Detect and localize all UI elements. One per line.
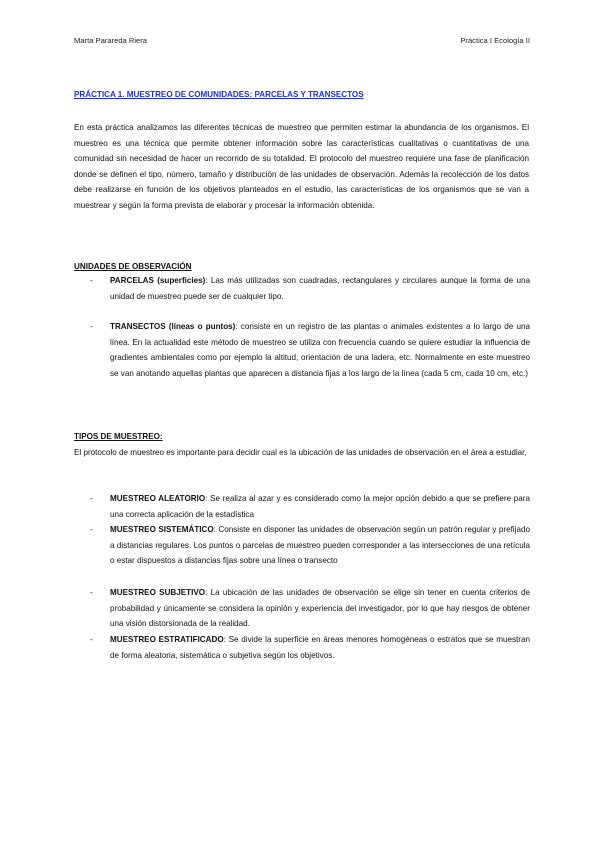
list-bullet: -: [90, 494, 93, 503]
types-heading: TIPOS DE MUESTREO:: [74, 432, 163, 441]
intro-paragraph: En esta práctica analizamos las diferentes técnicas de muestreo que permiten estimar la abundancia de los organismos. El muestreo es una técnica que permite obtener información sobre las características cualitativas o cuantitativas de una comunidad sin necesidad de hacer un recorrido de su totalidad. El protocolo del muestreo requiere una fase de planificación donde se definen el tipo, número, tamaño y distribución de las unidades de observación. Además la recolección de los datos debe realizarse en función de los objetivos planteados en el estudio, las características de los organismos que se van a muestrear y según la forma prevista de elaborar y procesar la información obtenida.: [74, 123, 529, 210]
desc-estratificado: : Se divide la superficie en áreas menores homogéneas o estratos que se muestran de forma aleatoria, sistemática o subjetiva según los objetivos.: [110, 635, 530, 660]
term-estratificado: MUESTREO ESTRATIFICADO: [110, 635, 224, 644]
units-heading: UNIDADES DE OBSERVACIÓN: [74, 262, 192, 271]
term-aleatorio: MUESTREO ALEATORIO: [110, 494, 206, 503]
list-bullet: -: [90, 635, 93, 644]
list-bullet: -: [90, 525, 93, 534]
desc-subjetivo: : La ubicación de las unidades de observación se elige sin tener en cuenta criterios de probabilidad y únicamente se considera la opinión y experiencia del investigador, por lo que hay riesgos de obtener una visión distorsionada de la realidad.: [110, 588, 530, 629]
list-item-subjetivo: [110, 585, 530, 632]
list-item-sistematico: [110, 522, 530, 569]
header-course: Práctica I Ecología II: [460, 36, 530, 45]
document-title: PRÁCTICA 1. MUESTREO DE COMUNIDADES: PARCELAS Y TRANSECTOS: [74, 90, 364, 99]
desc-parcelas: : Las más utilizadas son cuadradas, rectangulares y circulares aunque la forma de una unidad de muestreo puede ser de cualquier tipo.: [110, 276, 530, 301]
desc-sistematico: : Consiste en disponer las unidades de observación según un patrón regular y prefijado a distancias regulares. Los puntos o parcelas de muestreo pueden corresponder a las intersecciones de una retícula o estar dispuestos a distancias fijas sobre una línea o transecto: [110, 525, 530, 566]
term-subjetivo: MUESTREO SUBJETIVO: [110, 588, 206, 597]
list-item-parcelas: [110, 273, 530, 304]
list-item-transectos: [110, 319, 530, 381]
desc-transectos: : consiste en un registro de las plantas o animales existentes a lo largo de una línea. En la actualidad este método de muestreo se utiliza con frecuencia cuando se quiere estudiar la influencia de gradientes ambientales como por ejemplo la altitud, orientación de una ladera, etc. Normalmente en este muestreo se van anotando aquellas plantas que aparecen a distancia fijas a los largo de la línea (cada 5 cm, cada 10 cm, etc.): [110, 322, 530, 378]
list-bullet: -: [90, 588, 93, 597]
term-transectos: TRANSECTOS (líneas o puntos): [110, 322, 236, 331]
list-bullet: -: [90, 322, 93, 331]
desc-aleatorio: : Se realiza al azar y es considerado como la mejor opción debido a que se prefiere para una correcta aplicación de la estadística: [110, 494, 530, 519]
list-item-aleatorio: [110, 491, 530, 522]
term-sistematico: MUESTREO SISTEMÁTICO: [110, 525, 214, 534]
types-intro-paragraph: El protocolo de muestreo es importante para decidir cual es la ubicación de las unidades de observación en el área a estudiar,: [74, 448, 527, 457]
header-author: Marta Parareda Riera: [74, 36, 148, 45]
term-parcelas: PARCELAS (superficies): [110, 276, 206, 285]
list-item-estratificado: [110, 632, 530, 663]
list-bullet: -: [90, 276, 93, 285]
